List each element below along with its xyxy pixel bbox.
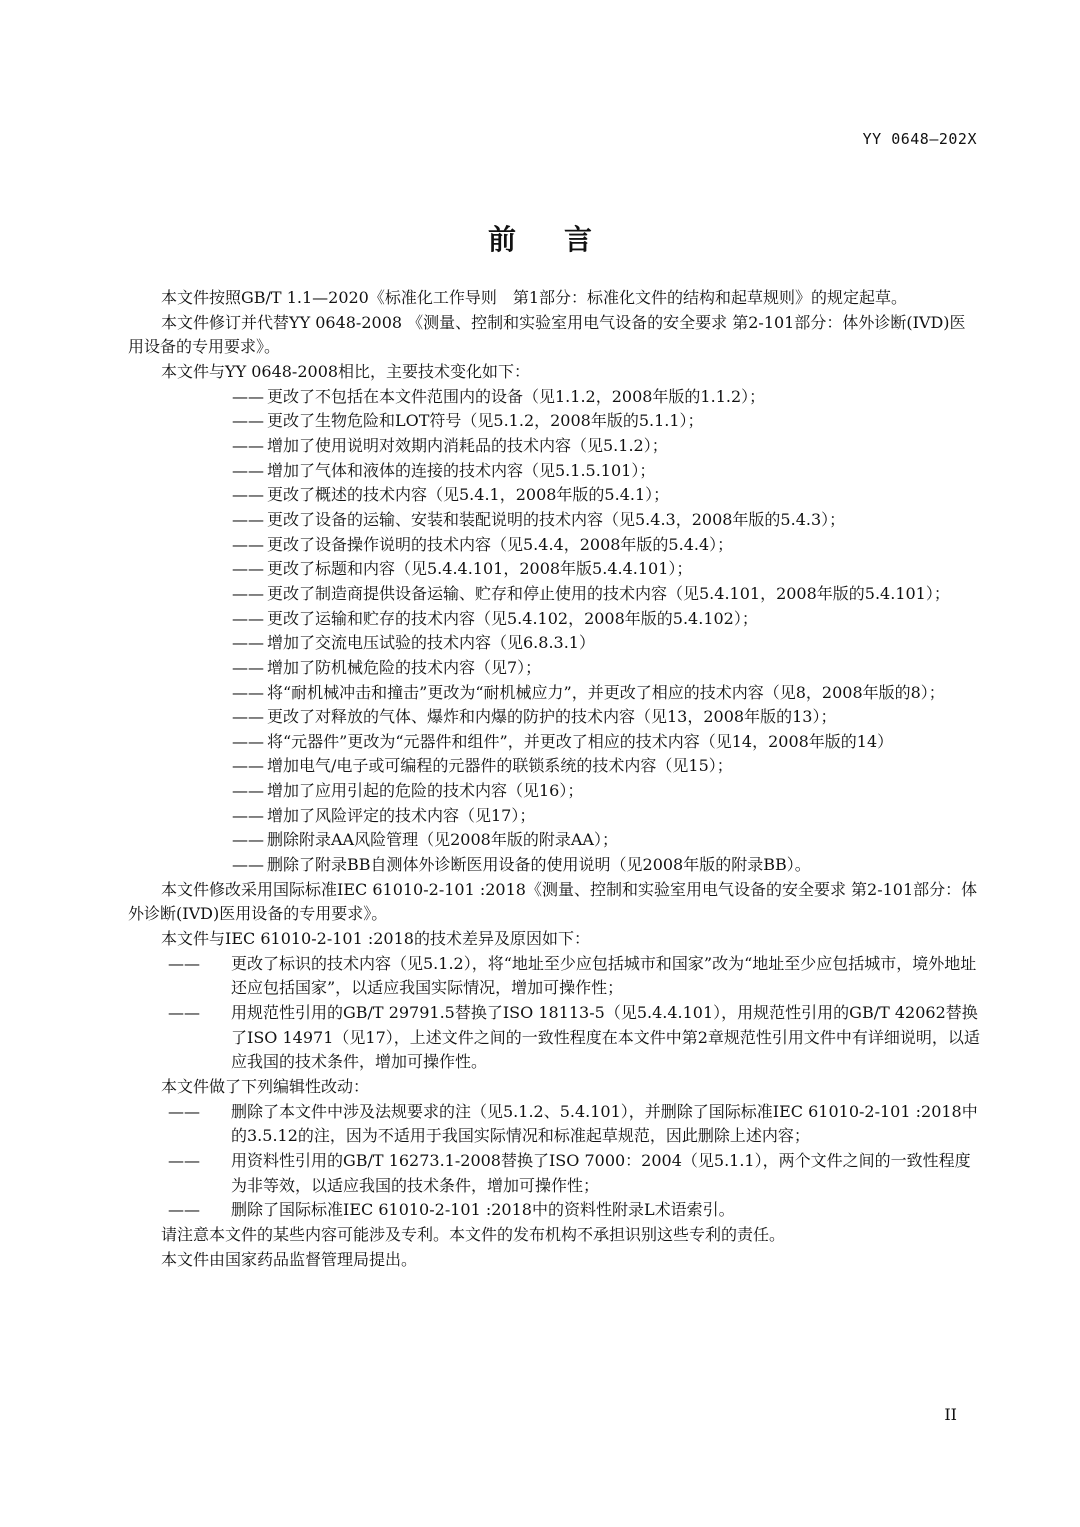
list-item: —— 增加了防机械危险的技术内容（见7）； xyxy=(232,656,980,681)
dash-marker: —— xyxy=(232,608,264,628)
list-item: —— 删除了本文件中涉及法规要求的注（见5.1.2、5.4.101），并删除了国际标准IEC 61010-2-101 :2018中的3.5.12的注，因为不适用于我国实际情况和标准起草规范，因此删除上述内容； xyxy=(168,1101,978,1146)
list-item: —— 更改了制造商提供设备运输、贮存和停止使用的技术内容（见5.4.101，2008年版的5.4.101）； xyxy=(232,582,980,607)
list-item: —— 更改了设备的运输、安装和装配说明的技术内容（见5.4.3，2008年版的5.4.3）； xyxy=(232,508,980,533)
list-item: —— 更改了对释放的气体、爆炸和内爆的防护的技术内容（见13，2008年版的13）； xyxy=(232,705,980,730)
dash-marker: —— xyxy=(168,1150,200,1170)
paragraph-patent-notice: 请注意本文件的某些内容可能涉及专利。本文件的发布机构不承担识别这些专利的责任。 xyxy=(161,1224,786,1244)
document-number: YY 0648—202X xyxy=(862,130,977,148)
list-item: —— 增加了使用说明对效期内消耗品的技术内容（见5.1.2）； xyxy=(232,434,980,459)
list-item: —— 将“元器件”更改为“元器件和组件”，并更改了相应的技术内容（见14，2008年版的14） xyxy=(232,730,980,755)
list-item: —— 增加电气/电子或可编程的元器件的联锁系统的技术内容（见15）； xyxy=(232,754,980,779)
dash-marker: —— xyxy=(232,435,264,455)
paragraph-replacement: 本文件修订并代替YY 0648-2008 《测量、控制和实验室用电气设备的安全要求 第2-101部分：体外诊断(IVD)医用设备的专用要求》。 xyxy=(128,312,966,357)
paragraph-drafting-basis: 本文件按照GB/T 1.1—2020《标准化工作导则 第1部分：标准化文件的结构和起草规则》的规定起草。 xyxy=(161,288,908,307)
paragraph-proposer: 本文件由国家药品监督管理局提出。 xyxy=(161,1249,418,1269)
dash-marker: —— xyxy=(232,559,264,579)
dash-marker: —— xyxy=(232,756,264,776)
dash-marker: —— xyxy=(232,460,264,480)
dash-marker: —— xyxy=(168,1003,200,1023)
list-item: —— 更改了标题和内容（见5.4.4.101，2008年版5.4.4.101）； xyxy=(232,557,980,582)
list-item: —— 删除附录AA风险管理（见2008年版的附录AA）； xyxy=(232,828,980,853)
dash-marker: —— xyxy=(168,1200,200,1220)
editorial-changes-list xyxy=(128,1100,980,1223)
dash-marker: —— xyxy=(232,805,264,825)
list-item: —— 更改了概述的技术内容（见5.4.1，2008年版的5.4.1）； xyxy=(232,483,980,508)
dash-marker: —— xyxy=(168,953,200,973)
list-item: —— 用规范性引用的GB/T 29791.5替换了ISO 18113-5（见5.4.4.101），用规范性引用的GB/T 42062替换了ISO 14971（见17），上述文件之间的一致性程度在本文件中第2章规范性引用文件中有详细说明，以适应我国的技术条件，增加可操作性。 xyxy=(168,1003,980,1072)
dash-marker: —— xyxy=(232,633,264,653)
dash-marker: —— xyxy=(232,781,264,801)
list-item: —— 更改了设备操作说明的技术内容（见5.4.4，2008年版的5.4.4）； xyxy=(232,533,980,558)
list-item: —— 更改了运输和贮存的技术内容（见5.4.102，2008年版的5.4.102）； xyxy=(232,607,980,632)
dash-marker: —— xyxy=(232,657,264,677)
dash-marker: —— xyxy=(232,485,264,505)
foreword-body xyxy=(128,286,980,1272)
list-item: —— 增加了应用引起的危险的技术内容（见16）； xyxy=(232,779,980,804)
list-item: —— 将“耐机械冲击和撞击”更改为“耐机械应力”，并更改了相应的技术内容（见8，2008年版的8）； xyxy=(232,681,980,706)
page-number: II xyxy=(944,1405,957,1424)
dash-marker: —— xyxy=(232,583,264,603)
dash-marker: —— xyxy=(232,386,264,406)
dash-marker: —— xyxy=(232,855,264,875)
page-title: 前言 xyxy=(487,223,640,256)
list-item: —— 更改了不包括在本文件范围内的设备（见1.1.2，2008年版的1.1.2）； xyxy=(232,385,980,410)
dash-marker: —— xyxy=(232,707,264,727)
dash-marker: —— xyxy=(168,1101,200,1121)
dash-marker: —— xyxy=(232,509,264,529)
list-item: —— 删除了附录BB自测体外诊断医用设备的使用说明（见2008年版的附录BB）。 xyxy=(232,853,980,878)
paragraph-editorial-intro: 本文件做了下列编辑性改动： xyxy=(161,1077,370,1096)
list-item: —— 增加了交流电压试验的技术内容（见6.8.3.1） xyxy=(232,631,980,656)
dash-marker: —— xyxy=(232,830,264,850)
list-item: —— 更改了标识的技术内容（见5.1.2），将“地址至少应包括城市和国家”改为“地址至少应包括城市，境外地址还应包括国家”，以适应我国实际情况，增加可操作性； xyxy=(168,953,977,998)
list-item: —— 用资料性引用的GB/T 16273.1-2008替换了ISO 7000：2004（见5.1.1），两个文件之间的一致性程度为非等效，以适应我国的技术条件，增加可操作性； xyxy=(168,1150,971,1195)
technical-changes-list xyxy=(128,385,980,878)
dash-marker: —— xyxy=(232,682,264,702)
dash-marker: —— xyxy=(232,534,264,554)
technical-differences-list xyxy=(128,952,980,1075)
list-item: —— 删除了国际标准IEC 61010-2-101 :2018中的资料性附录L术语索引。 xyxy=(168,1198,980,1223)
dash-marker: —— xyxy=(232,411,264,431)
dash-marker: —— xyxy=(232,731,264,751)
paragraph-changes-intro: 本文件与YY 0648-2008相比，主要技术变化如下： xyxy=(161,361,531,381)
paragraph-differences-intro: 本文件与IEC 61010-2-101 :2018的技术差异及原因如下： xyxy=(161,929,590,949)
paragraph-adoption: 本文件修改采用国际标准IEC 61010-2-101 :2018《测量、控制和实验室用电气设备的安全要求 第2-101部分：体外诊断(IVD)医用设备的专用要求》。 xyxy=(128,879,978,924)
list-item: —— 增加了气体和液体的连接的技术内容（见5.1.5.101）； xyxy=(232,459,980,484)
list-item: —— 更改了生物危险和LOT符号（见5.1.2，2008年版的5.1.1）； xyxy=(232,409,980,434)
list-item: —— 增加了风险评定的技术内容（见17）； xyxy=(232,804,980,829)
